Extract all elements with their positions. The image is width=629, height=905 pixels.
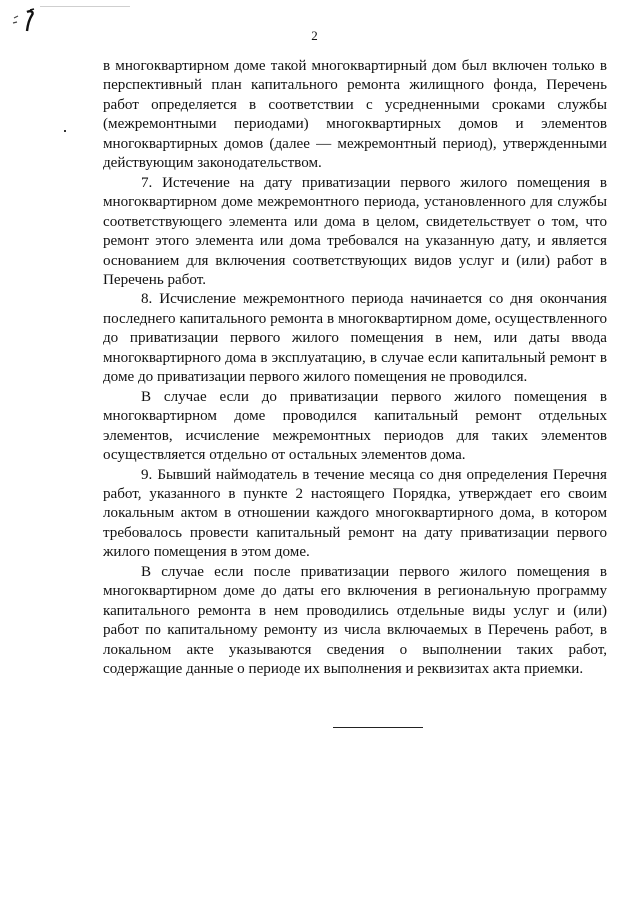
paragraph-clause-9-addendum: В случае если после приватизации первого жилого помещения в многоквартирном доме до даты его включения в региональную программу капитального ремонта в нем проводились отдельные виды услуг и (или) работ по капитальному ремонту из числа включаемых в Перечень работ, в локальном акте указываются сведения о выполнении таких работ, содержащие данные о периоде их выполнения и реквизитах акта приемки. (103, 563, 607, 678)
paragraph-clause-8-addendum: В случае если до приватизации первого жилого помещения в многоквартирном доме проводился капитальный ремонт отдельных элементов, исчисление межремонтных периодов для таких элементов осуществляется отдельно от остальных элементов дома. (103, 388, 607, 464)
scan-artifact-dot (64, 130, 66, 132)
end-of-document-rule (333, 727, 423, 728)
paragraph-clause-9: 9. Бывший наймодатель в течение месяца со дня определения Перечня работ, указанного в пункте 2 настоящего Порядка, утверждает его своим локальным актом в отношении каждого многоквартирного дома, в котором требовалось провести капитальный ремонт на дату приватизации первого жилого помещения в этом доме. (103, 466, 607, 561)
document-body (103, 57, 607, 680)
scan-artifact-line (40, 6, 130, 7)
page-number: 2 (311, 28, 318, 43)
paragraph-continuation: в многоквартирном доме такой многоквартирный дом был включен только в перспективный план капитального ремонта жилищного фонда, Перечень работ определяется в соответствии с усредненными сроками службы (межремонтными периодами) многоквартирных домов и элементов многоквартирных домов (далее — межремонтный период), утвержденными действующим законодательством. (103, 58, 607, 172)
paragraph-clause-7: 7. Истечение на дату приватизации первого жилого помещения в многоквартирном доме межремонтного периода, установленного для службы соответствующего элемента или дома в целом, свидетельствует о том, что ремонт этого элемента или дома требовался на указанную дату, и является основанием для включения соответствующих видов услуг и (или) работ в Перечень работ. (103, 174, 607, 288)
paragraph-clause-8: 8. Исчисление межремонтного периода начинается со дня окончания последнего капитального ремонта в многоквартирном доме, осуществленного до приватизации первого жилого помещения в нем, или даты ввода многоквартирного дома в эксплуатацию, в случае если капитальный ремонт в доме до приватизации первого жилого помещения не проводился. (103, 291, 607, 386)
